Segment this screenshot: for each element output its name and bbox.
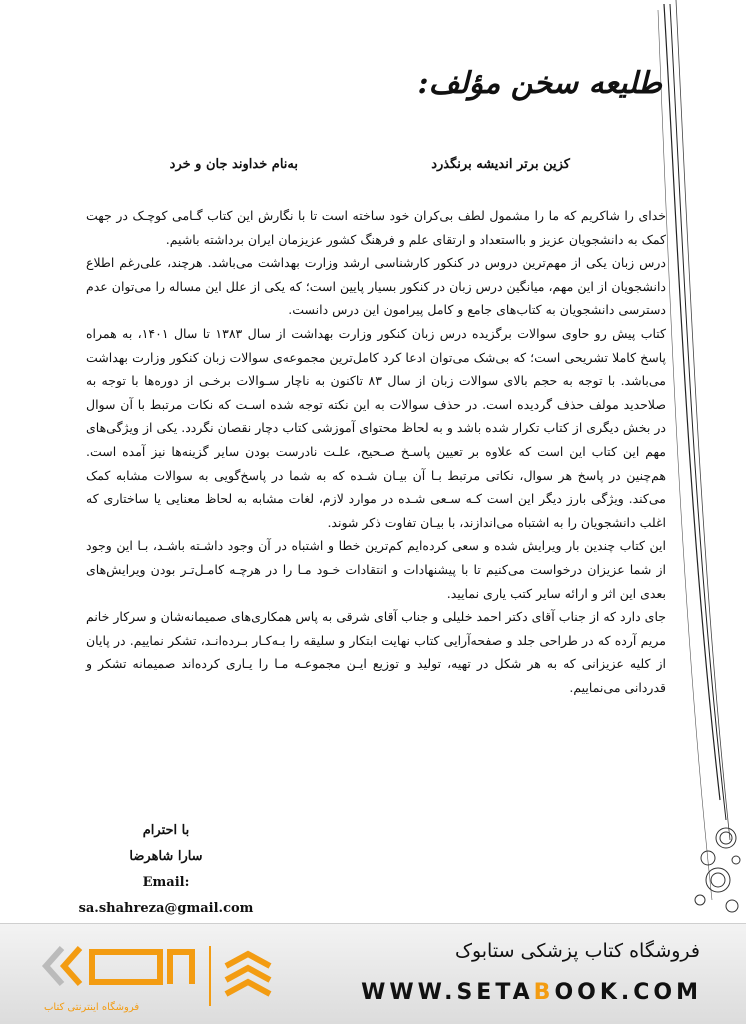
- regards-text: با احترام: [142, 823, 190, 838]
- paragraph: کتاب پیش رو حاوی سوالات برگزیده درس زبان کنکور وزارت بهداشت از سال ۱۳۸۳ تا سال ۱۴۰۱، به همراه پاسخ کاملا تشریحی است؛ که بی‌شک می‌توان ادعا کرد کامل‌ترین مجموعه‌ی سوالات زبان کنکور وزارت بهداشت می‌باشد. با توجه به حجم بالای سوالات زبان از سال ۸۳ تاکنون به ناچار سـوالات برخـی از دوره‌ها با توجه به صلاحدید مولف حذف گردیده است. در حذف سوالات به این نکته توجه شده اسـت که نکات مرتبط با آن سوال در بخش دیگری از کتاب تکرار شده باشد و به لحاظ محتوای آموزشی کتاب دچار نقصان نگردد. یکی از ویژگی‌های مهم این کتاب این است که علاوه بر تعیین پاسـخ صـحیح، علـت نادرست بودن سایر گزینه‌ها نیز آمده است. هم‌چنین در پاسخ هر سوال، نکاتی مرتبط بـا آن بیـان شـده که به شما در پاسخ‌گویی به سوالات مشابه کمک می‌کند. ویژگی بارز دیگر این است کـه سـعی شـده در موارد لازم، لغات مشابه به لحاظ معنایی یا ساختاری که اغلب دانشجویان را به اشتباه می‌اندازند، با بیـان تفاوت ذکر شوند.: [86, 325, 666, 530]
- url-suffix: OOK.COM: [554, 980, 702, 1005]
- logo-caption: فروشگاه اینترنتی کتاب: [44, 1002, 140, 1013]
- email-label: Email:: [142, 875, 190, 890]
- footer-banner: [0, 923, 746, 1024]
- paragraph: این کتاب چندین بار ویرایش شده و سعی کرده‌ایم کم‌ترین خطا و اشتباه در آن وجود داشـته باشـد، بـا این وجود از شما عزیزان درخواست می‌کنیم تا با پیشنهادات و انتقادات خـود مـا را در هرچـه کامـل‌تـر بودن ویرایش‌های بعدی این اثر و ارائه سایر کتب یاری نمایید.: [86, 538, 666, 601]
- page-title: طلیعه سخن مؤلف:: [417, 66, 662, 101]
- verse-right: به‌نام خداوند جان و خرد: [169, 157, 298, 172]
- paragraph: جای دارد که از جناب آقای دکتر احمد خلیلی و جناب آقای شرقی به پاس همکاری‌های صمیمانه‌شان و سرکار خانم مریم آرده که در طراحی جلد و صفحه‌آرایی کتاب نهایت ابتکار و سلیقه را بـه‌کـار بـرده‌انـد، تشکر نماییم. در پایان از کلیه عزیزانی که به هر شکل در تهیه، تولید و توزیع ایـن مجموعـه مـا را یـاری کرده‌اند صمیمانه تشکر و قدردانی می‌نماییم.: [86, 609, 666, 695]
- signature-block: [76, 818, 256, 922]
- paragraph: خدای را شاکریم که ما را مشمول لطف بی‌کران خود ساخته است تا با نگارش این کتاب گـامی کوچـک در جهت کمک به دانشجویان عزیز و بااستعداد و ارتقای علم و فرهنگ کشور عزیزمان ایران برداشته باشیم.: [86, 208, 666, 247]
- shop-url[interactable]: [361, 980, 702, 1005]
- verse-left: کزین برتر اندیشه برنگذرد: [431, 157, 570, 172]
- url-prefix: WWW.SETA: [361, 980, 534, 1005]
- email-address: sa.shahreza@gmail.com: [78, 901, 254, 916]
- preface-body: [86, 204, 666, 699]
- url-accent: B: [533, 980, 555, 1005]
- shop-name: فروشگاه کتاب پزشکی ستابوک: [454, 940, 700, 962]
- paragraph: درس زبان یکی از مهم‌ترین دروس در کنکور کارشناسی ارشد وزارت بهداشت می‌باشد. هرچند، علی‌رغم اطلاع دانشجویان از این مهم، میانگین درس زبان در کنکور بسیار پایین است؛ که یکی از علل این مساله را می‌توان عدم دسترسی دانشجویان به کتاب‌های جامع و کامل پیرامون این درس دانست.: [86, 255, 666, 318]
- swirl-decoration: [656, 0, 746, 960]
- author-name: سارا شاهرضا: [129, 849, 203, 864]
